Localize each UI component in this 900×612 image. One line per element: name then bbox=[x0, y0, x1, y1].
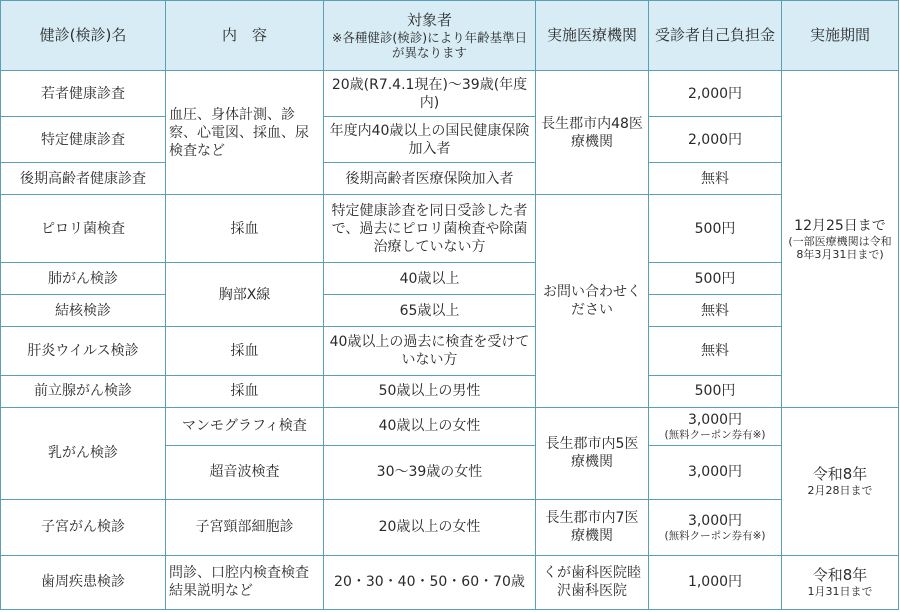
header-period: 実施期間 bbox=[782, 1, 899, 71]
exam-facility-48: 長生郡市内48医療機関 bbox=[536, 71, 649, 195]
period-feb-main: 令和8年 bbox=[812, 465, 868, 484]
table-row bbox=[1, 327, 899, 375]
exam-facility: くが歯科医院睦沢歯科医院 bbox=[536, 555, 649, 609]
exam-content: 問診、口腔内検査検査結果説明など bbox=[166, 555, 324, 609]
exam-target: 40歳以上 bbox=[324, 263, 536, 295]
exam-content: 採血 bbox=[166, 375, 324, 407]
exam-content: 採血 bbox=[166, 195, 324, 263]
exam-fee: 無料 bbox=[649, 327, 782, 375]
exam-facility-inquiry: お問い合わせください bbox=[536, 195, 649, 407]
exam-name: 後期高齢者健康診査 bbox=[1, 163, 166, 195]
exam-target: 30〜39歳の女性 bbox=[324, 445, 536, 499]
exam-content-xray: 胸部X線 bbox=[166, 263, 324, 327]
exam-name: 前立腺がん検診 bbox=[1, 375, 166, 407]
exam-fee: 2,000円 bbox=[649, 71, 782, 117]
exam-name: 若者健康診査 bbox=[1, 71, 166, 117]
exam-fee: 500円 bbox=[649, 375, 782, 407]
table-row bbox=[1, 195, 899, 263]
table-row bbox=[1, 375, 899, 407]
exam-name: 肺がん検診 bbox=[1, 263, 166, 295]
header-target bbox=[324, 1, 536, 71]
exam-target: 20歳(R7.4.1現在)〜39歳(年度内) bbox=[324, 71, 536, 117]
exam-fee: 1,000円 bbox=[649, 555, 782, 609]
exam-fee: 3,000円 bbox=[649, 445, 782, 499]
exam-fee: 500円 bbox=[649, 263, 782, 295]
period-jan-sub: 1月31日まで bbox=[807, 585, 873, 599]
table-row bbox=[1, 555, 899, 609]
table-row bbox=[1, 407, 899, 445]
table-row bbox=[1, 263, 899, 295]
exam-name: 特定健康診査 bbox=[1, 117, 166, 163]
exam-target: 40歳以上の過去に検査を受けていない方 bbox=[324, 327, 536, 375]
exam-content: 超音波検査 bbox=[166, 445, 324, 499]
header-content: 内 容 bbox=[166, 1, 324, 71]
exam-target: 20歳以上の女性 bbox=[324, 499, 536, 555]
exam-fee: 500円 bbox=[649, 195, 782, 263]
exam-name: 肝炎ウイルス検診 bbox=[1, 327, 166, 375]
period-feb-sub: 2月28日まで bbox=[807, 484, 873, 498]
fee-note: (無料クーポン券有※) bbox=[664, 428, 766, 441]
table-row bbox=[1, 499, 899, 555]
exam-target: 特定健康診査を同日受診した者で、過去にピロリ菌検査や除菌治療していない方 bbox=[324, 195, 536, 263]
table-row bbox=[1, 71, 899, 117]
exam-fee: 無料 bbox=[649, 295, 782, 327]
exam-content: 採血 bbox=[166, 327, 324, 375]
exam-name: 歯周疾患検診 bbox=[1, 555, 166, 609]
table-row bbox=[1, 117, 899, 163]
exam-facility: 長生郡市内7医療機関 bbox=[536, 499, 649, 555]
exam-period-dec bbox=[782, 71, 899, 408]
exam-fee: 無料 bbox=[649, 163, 782, 195]
header-target-note: ※各種健診(検診)により年齢基準日が異なります bbox=[331, 30, 528, 61]
exam-fee-mammo bbox=[649, 407, 782, 445]
table-row bbox=[1, 295, 899, 327]
exam-content: マンモグラフィ検査 bbox=[166, 407, 324, 445]
exam-period-jan bbox=[782, 555, 899, 609]
header-name: 健診(検診)名 bbox=[1, 1, 166, 71]
header-row bbox=[1, 1, 899, 71]
exam-name: 乳がん検診 bbox=[1, 407, 166, 499]
exam-target: 40歳以上の女性 bbox=[324, 407, 536, 445]
exam-period-feb bbox=[782, 407, 899, 555]
fee-note: (無料クーポン券有※) bbox=[664, 529, 766, 542]
header-target-title: 対象者 bbox=[406, 11, 452, 30]
exam-target: 20・30・40・50・60・70歳 bbox=[324, 555, 536, 609]
exam-target: 65歳以上 bbox=[324, 295, 536, 327]
exam-target: 年度内40歳以上の国民健康保険加入者 bbox=[324, 117, 536, 163]
exam-fee-shikyu bbox=[649, 499, 782, 555]
header-facility: 実施医療機関 bbox=[536, 1, 649, 71]
period-dec-note: (一部医療機関は令和8年3月31日まで) bbox=[788, 234, 892, 261]
header-fee: 受診者自己負担金 bbox=[649, 1, 782, 71]
exam-target: 後期高齢者医療保険加入者 bbox=[324, 163, 536, 195]
table-row bbox=[1, 163, 899, 195]
exam-content: 子宮頸部細胞診 bbox=[166, 499, 324, 555]
fee-main: 3,000円 bbox=[687, 512, 743, 529]
exam-content-general: 血圧、身体計測、診察、心電図、採血、尿検査など bbox=[166, 71, 324, 195]
exam-name: 結核検診 bbox=[1, 295, 166, 327]
exam-name: ピロリ菌検査 bbox=[1, 195, 166, 263]
exam-name: 子宮がん検診 bbox=[1, 499, 166, 555]
exam-target: 50歳以上の男性 bbox=[324, 375, 536, 407]
fee-main: 3,000円 bbox=[687, 411, 743, 428]
period-jan-main: 令和8年 bbox=[812, 566, 868, 585]
exam-facility-5: 長生郡市内5医療機関 bbox=[536, 407, 649, 499]
period-dec-main: 12月25日まで bbox=[794, 217, 886, 234]
exam-fee: 2,000円 bbox=[649, 117, 782, 163]
